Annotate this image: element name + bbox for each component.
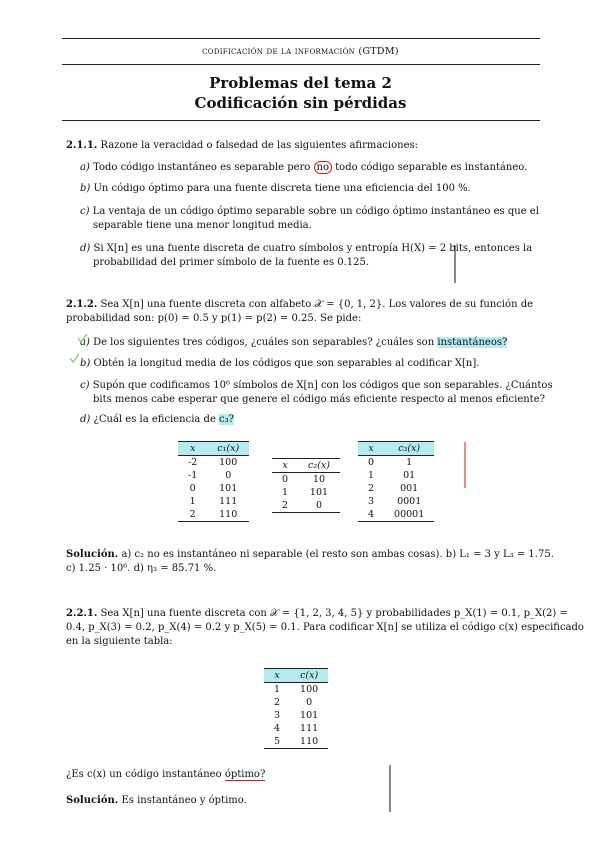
- check-mark-icon: [78, 334, 87, 342]
- column-header: c₂(x): [298, 459, 340, 473]
- problem-2-2-1-line3: en la siguiente tabla:: [66, 636, 173, 647]
- item-d-line2: probabilidad del primer símbolo de la fuente es 0.125.: [93, 257, 370, 268]
- table-cell: 2: [368, 483, 375, 494]
- item-text: Supón que codificamos 10⁶ símbolos de X[n] con los códigos que son separables. ¿Cuántos: [92, 380, 553, 391]
- table-cell: 101: [309, 487, 329, 498]
- highlighted-text: instantáneos?: [437, 337, 508, 348]
- table-cell: -1: [188, 470, 198, 481]
- item-c-line2: bits menos cabe esperar que genere el código más eficiente respecto al menos eficiente?: [93, 394, 545, 405]
- column-header: c₃(x): [384, 442, 434, 456]
- page-title: Problemas del tema 2: [209, 74, 392, 92]
- item-label: d): [80, 243, 91, 254]
- table-cell: 110: [207, 508, 249, 522]
- table-cell: 101: [300, 710, 319, 721]
- item-label: c): [80, 206, 90, 217]
- item-label: a): [80, 162, 90, 173]
- table-cell: 0: [225, 470, 232, 481]
- table-cell: 0: [368, 457, 375, 468]
- table-cell: 1: [274, 684, 281, 695]
- table-cell: 1: [282, 487, 289, 498]
- table-cell: 00001: [384, 508, 434, 522]
- item-label: b): [80, 358, 91, 369]
- solution-text: Es instantáneo y óptimo.: [121, 795, 247, 806]
- problem-2-1-2-line2: probabilidad son: p(0) = 0.5 y p(1) = p(2) = 0.25. Se pide:: [66, 313, 362, 324]
- item-text: ¿Cuál es la eficiencia de: [93, 414, 220, 425]
- item-text: Un código óptimo para una fuente discreta tiene una eficiencia del 100 %.: [93, 183, 471, 194]
- check-mark-icon: [70, 354, 79, 362]
- table-cell: 4: [274, 723, 281, 734]
- solution-label: Solución.: [66, 549, 119, 560]
- table-cell: 100: [219, 457, 238, 468]
- problem-number: 2.1.1.: [66, 140, 98, 151]
- table-cell: 0: [282, 474, 289, 485]
- table-cell: 2: [272, 499, 298, 513]
- table-cell: 0: [298, 499, 340, 513]
- item-text: La ventaja de un código óptimo separable sobre un código óptimo instantáneo es que el: [92, 206, 539, 217]
- table-cell: 2: [274, 697, 281, 708]
- column-header: c(x): [290, 669, 328, 683]
- question-text: ¿Es c(x) un código instantáneo: [66, 769, 225, 780]
- table-cell: 001: [400, 483, 419, 494]
- problem-intro: Razone la veracidad o falsedad de las siguientes afirmaciones:: [100, 140, 418, 151]
- underlined-text: óptimo?: [224, 769, 266, 780]
- item-label: b): [80, 183, 91, 194]
- table-cell: 01: [403, 470, 416, 481]
- column-header: c₁(x): [207, 442, 249, 456]
- solution-text: a) c₂ no es instantáneo ni separable (el resto son ambas cosas). b) L₁ = 3 y L₃ = 1.75.: [121, 549, 554, 560]
- table-cell: 1: [368, 470, 375, 481]
- problem-2-2-1-line2: 0.4, p_X(3) = 0.2, p_X(4) = 0.2 y p_X(5) = 0.1. Para codificar X[n] se utiliza el código c(x) especificado: [66, 622, 584, 633]
- table-cell: 3: [368, 496, 375, 507]
- problem-text: Sea X[n] una fuente discreta con alfabeto 𝒳 = {0, 1, 2}. Los valores de su función de: [100, 299, 534, 310]
- problem-number: 2.1.2.: [66, 299, 98, 310]
- table-cell: 2: [178, 508, 207, 522]
- table-cell: 111: [300, 723, 319, 734]
- table-cell: 5: [264, 735, 290, 749]
- problem-text: Sea X[n] una fuente discreta con 𝒳 = {1, 2, 3, 4, 5} y probabilidades p_X(1) = 0.1, p_X(2) =: [100, 608, 568, 619]
- page-subtitle: Codificación sin pérdidas: [194, 94, 407, 112]
- table-cell: -2: [188, 457, 198, 468]
- highlighted-text: c₃?: [219, 414, 235, 425]
- table-cell: 3: [274, 710, 281, 721]
- column-header: x: [178, 442, 207, 456]
- table-cell: 1: [189, 496, 196, 507]
- column-header: x: [264, 669, 290, 683]
- table-cell: 101: [219, 483, 238, 494]
- table-cell: 0: [306, 697, 313, 708]
- item-c-line2: separable tiene una menor longitud media.: [93, 220, 312, 231]
- problem-number: 2.2.1.: [66, 608, 98, 619]
- item-text: De los siguientes tres códigos, ¿cuáles son separables? ¿cuáles son: [93, 337, 438, 348]
- item-label: c): [80, 380, 90, 391]
- item-label: a): [80, 337, 90, 348]
- circled-no: no: [314, 161, 332, 174]
- table-cell: 0: [189, 483, 196, 494]
- table-cell: 1: [406, 457, 413, 468]
- column-header: x: [358, 442, 384, 456]
- table-cell: 10: [312, 474, 326, 485]
- table-cell: 0001: [397, 496, 422, 507]
- solution-label: Solución.: [66, 795, 119, 806]
- table-cell: 111: [219, 496, 238, 507]
- column-header: x: [272, 459, 298, 473]
- table-cell: 4: [358, 508, 384, 522]
- course-header: codificación de la información (GTDM): [202, 46, 399, 57]
- item-text: todo código separable es instantáneo.: [331, 162, 528, 173]
- item-text: Obtén la longitud media de los códigos que son separables al codificar X[n].: [93, 358, 480, 369]
- item-label: d): [80, 414, 91, 425]
- item-text: Todo código instantáneo es separable pero: [93, 162, 314, 173]
- table-cell: 110: [290, 735, 328, 749]
- item-text: Si X[n] es una fuente discreta de cuatro símbolos y entropía H(X) = 2 bits, entonces la: [93, 243, 533, 254]
- solution-2-1-2-line2: c) 1.25 · 10⁶. d) η₃ = 85.71 %.: [66, 563, 217, 574]
- table-cell: 100: [300, 684, 319, 695]
